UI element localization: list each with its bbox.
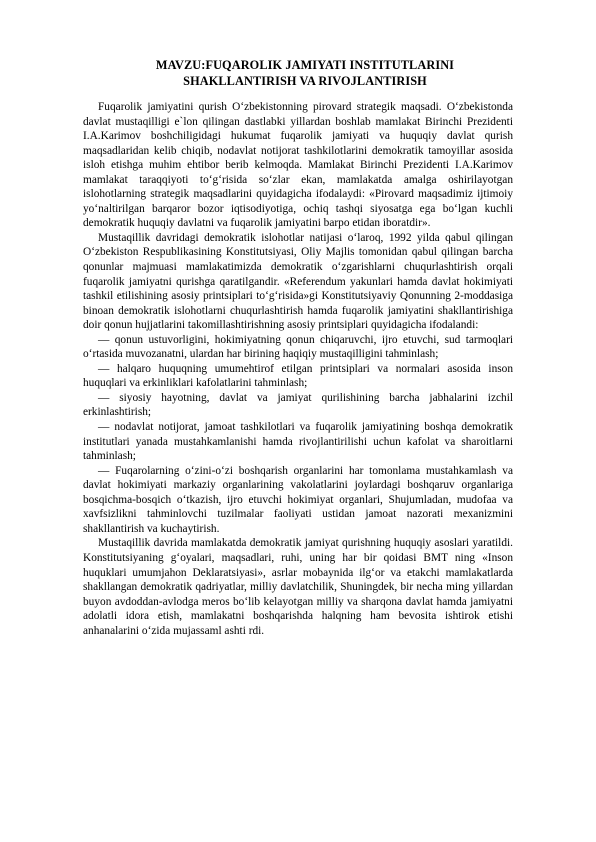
list-item: — Fuqarolarning o‘zini-o‘zi boshqarish organlarini har tomonlama mustahkamlash va davlat hokimiyati markaziy organlarining vakolatlarini joylardagi boshqaruv organlariga bosqichma-bosqich o‘tkazish, ijro etuvchi hokimiyat organlari, Shujumladan, mudofaa va xavfsizlikni tahminlovchi tuzilmalar faoliyati ustidan jamoat nazorati mexanizmini shakllantirish va kuchaytirish. [83, 464, 513, 535]
document-title: MAVZU:FUQAROLIK JAMIYATI INSTITUTLARINI SHAKLLANTIRISH VA RIVOJLANTIRISH [155, 58, 455, 88]
list-item: — nodavlat notijorat, jamoat tashkilotlari va fuqarolik jamiyatining boshqa demokratik institutlari yanada mustahkamlanishi hamda rivojlantirilishi uchun kafolat va sharoitlarni tahminlash; [83, 421, 513, 463]
list-item: — siyosiy hayotning, davlat va jamiyat qurilishining barcha jabhalarini izchil erkinlashtirish; [83, 391, 513, 419]
paragraph: Fuqarolik jamiyatini qurish O‘zbekistonning pirovard strategik maqsadi. O‘zbekistonda davlat mustaqilligi e`lon qilingan dastlabki yillardan boshlab mamlakat Birinchi Prezidenti I.A.Karimov boshchiligidagi hukumat fuqarolik jamiyati va huquqiy davlat qurish maqsadlaridan kelib chiqib, nodavlat notijorat tashkilotlarini demokratik tamoyillar asosida isloh etishga muhim ehtibor berib kelmoqda. Mamlakat Birinchi Prezidenti I.A.Karimov mamlakat taraqqiyoti to‘g‘risida so‘zlar ekan, mamlakatda amalga oshirilayotgan islohotlarning strategik maqsadlarini quyidagicha ifodalaydi: «Pirovard maqsadimiz ijtimoiy yo‘naltirilgan barqaror bozor iqtisodiyotiga, ochiq tashqi siyosatga ega bo‘lgan kuchli demokratik huquqiy davlatni va fuqarolik jamiyatini barpo etidan iboratdir». [83, 101, 513, 230]
paragraph: Mustaqillik davridagi demokratik islohotlar natijasi o‘laroq, 1992 yilda qabul qilingan O‘zbekiston Respublikasining Konstitutsiyasi, Oliy Majlis tomonidan qabul qilingan barcha qonunlar majmuasi mamlakatimizda demokratik o‘zgarishlarni chuqurlashtirish orqali fuqarolik jamiyatni qurishga qaratilgandir. «Referendum yakunlari hamda davlat hokimiyati tashkil etilishining asosiy printsiplari to‘g‘risida»gi Konstitutsiyaviy Qonunning 2-moddasiga binoan demokratik islohotlarni chuqurlashtirish hamda fuqarolik jamiyatini shakllantirishiga doir qonun hujjatlarini takomillashtirishning asosiy printsiplari quyidagicha ifodalandi: [83, 231, 513, 332]
list-item: — halqaro huquqning umumehtirof etilgan printsiplari va normalari asosida inson huquqlari va erkinliklari kafolatlarini tahminlash; [83, 362, 513, 390]
list-item: — qonun ustuvorligini, hokimiyatning qonun chiqaruvchi, ijro etuvchi, sud tarmoqlari o‘rtasida muvozanatni, ulardan har birining haqiqiy mustaqilligini tahminlash; [83, 333, 513, 361]
paragraph: Mustaqillik davrida mamlakatda demokratik jamiyat qurishning huquqiy asoslari yaratildi. Konstitutsiyaning g‘oyalari, maqsadlari, ruhi, uning har bir qoidasi BMT ning «Inson huquklari umumjahon Deklaratsiyasi», asrlar mobaynida ilg‘or va etakchi mamlakatlarda shakllangan demokratik qadriyatlar, milliy davlatchilik, Shuningdek, bir necha ming yillardan buyon avdoddan-avlodga meros bo‘lib kelayotgan milliy va sharqona davlat hamda jamiyatni adolatli idora etish, mamlakatni boshqarishda halqning ham bevosita ishtirok etishi anhanalarini o‘zida mujassaml ashti rdi. [83, 537, 513, 637]
document-body [83, 100, 513, 638]
